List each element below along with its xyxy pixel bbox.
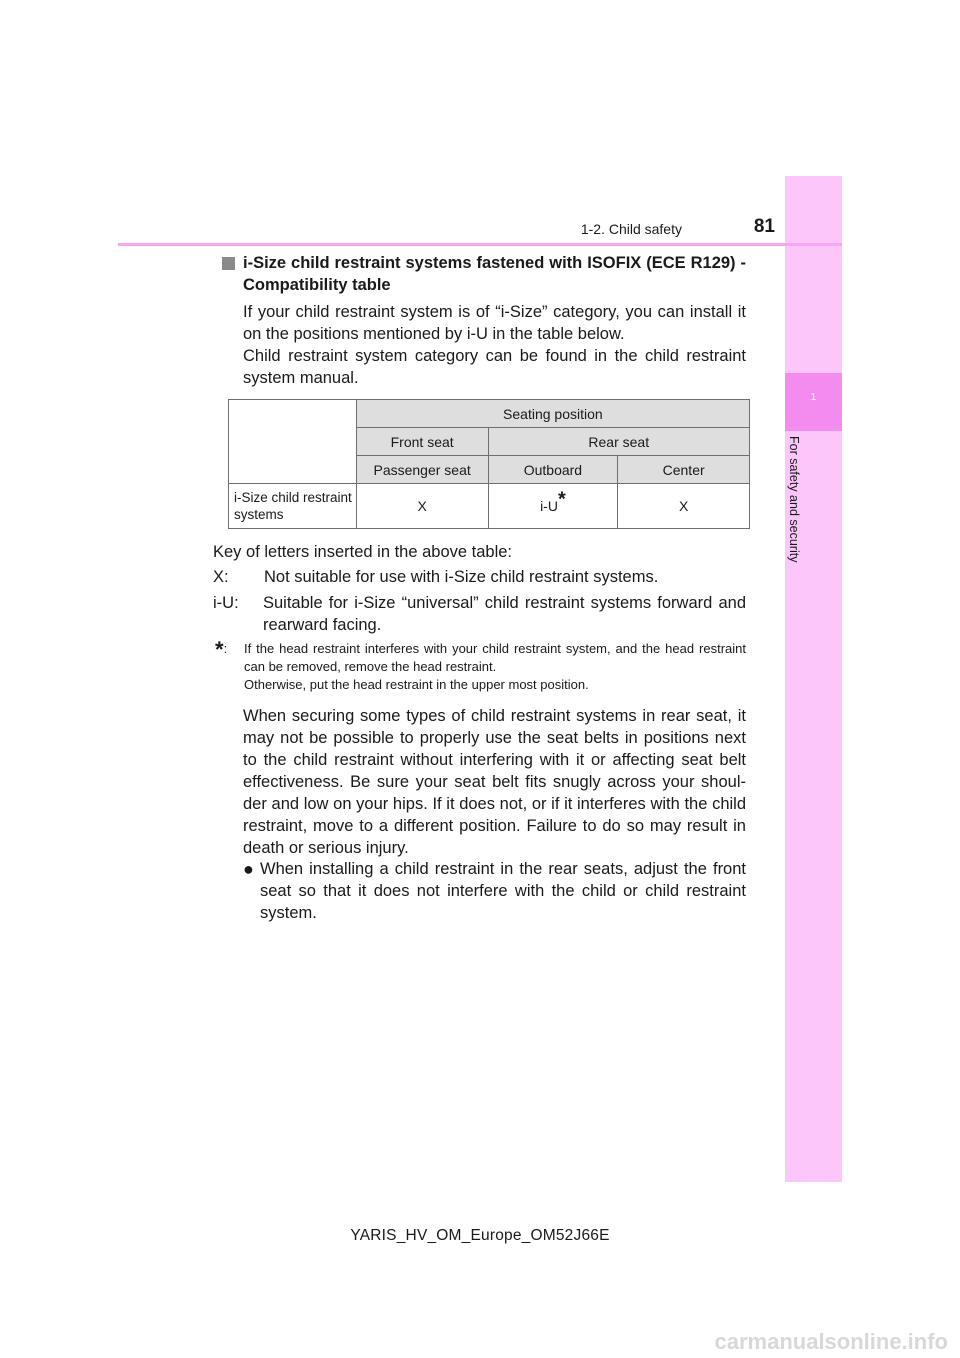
chapter-number: 1 — [810, 392, 817, 403]
chapter-title: For safety and security — [787, 436, 801, 563]
watermark: carmanualsonline.info — [0, 1329, 960, 1358]
cell-outboard — [488, 484, 618, 529]
table-row — [229, 484, 750, 529]
key-desc-iu: Suitable for i-Size “universal” child restraint systems forward and rearward facing. — [263, 594, 746, 634]
compatibility-table — [228, 399, 750, 529]
center-header: Center — [618, 456, 750, 484]
table-corner-cell — [229, 400, 357, 484]
rear-seat-header: Rear seat — [488, 428, 749, 456]
footnote-asterisk: * — [215, 637, 224, 662]
cell-center: X — [618, 484, 750, 529]
key-code-iu: i-U: — [213, 594, 239, 612]
section-heading: i-Size child restraint systems fastened with ISOFIX (ECE R129) - Compatibility table — [243, 254, 746, 294]
key-item-iu — [213, 592, 746, 636]
table-header-row — [229, 400, 750, 428]
intro-paragraph-1: If your child restraint system is of “i-Size” category, you can install it on the positions mentioned by i-U in the table below. — [243, 303, 746, 343]
key-item-x — [213, 566, 746, 588]
footnote-mark — [215, 637, 244, 694]
front-seat-header: Front seat — [356, 428, 488, 456]
footnote-asterisk: * — [557, 488, 566, 511]
passenger-seat-header: Passenger seat — [356, 456, 488, 484]
row-label: i-Size child restraint systems — [229, 484, 357, 529]
header-rule — [118, 243, 842, 246]
seating-position-header: Seating position — [356, 400, 749, 428]
warning-paragraph: When securing some types of child restraint systems in rear seat, it may not be possible to properly use the seat belts in positions next to the child restraint without interfering with it or affecting seat belt effectiveness. Be sure your seat belt fits snugly across your shoul-der and low on your hips. If it does not, or if it interferes with the child restraint, move to a different position. Failure to do so may result in death or serious injury. — [243, 707, 746, 857]
key-code-x: X: — [213, 568, 229, 586]
intro-paragraph-2: Child restraint system category can be found in the child restraint system manual. — [243, 347, 746, 387]
footnote-line-2: Otherwise, put the head restraint in the upper most position. — [244, 677, 589, 692]
key-intro: Key of letters inserted in the above table: — [213, 543, 513, 561]
cell-outboard-value: i-U — [540, 498, 558, 514]
chapter-tab-background — [785, 176, 842, 1182]
square-bullet-icon — [222, 257, 235, 270]
document-footer: YARIS_HV_OM_Europe_OM52J66E — [350, 1227, 610, 1244]
footnote-line-1: If the head restraint interferes with your child restraint system, and the head restraint can be removed, remove the head restraint. — [244, 641, 746, 674]
bullet-text: When installing a child restraint in the rear seats, adjust the front seat so that it does not interfere with the child or child restraint system. — [260, 860, 746, 922]
section-title: 1-2. Child safety — [580, 221, 682, 237]
page-number: 81 — [753, 216, 775, 237]
outboard-header: Outboard — [488, 456, 618, 484]
cell-passenger-seat: X — [356, 484, 488, 529]
footnote — [215, 637, 746, 694]
footnote-colon: : — [223, 641, 228, 656]
key-desc-x: Not suitable for use with i-Size child restraint systems. — [264, 568, 659, 586]
circle-bullet-icon: ● — [243, 859, 254, 879]
footnote-text — [244, 640, 746, 694]
bullet-item — [243, 858, 746, 924]
